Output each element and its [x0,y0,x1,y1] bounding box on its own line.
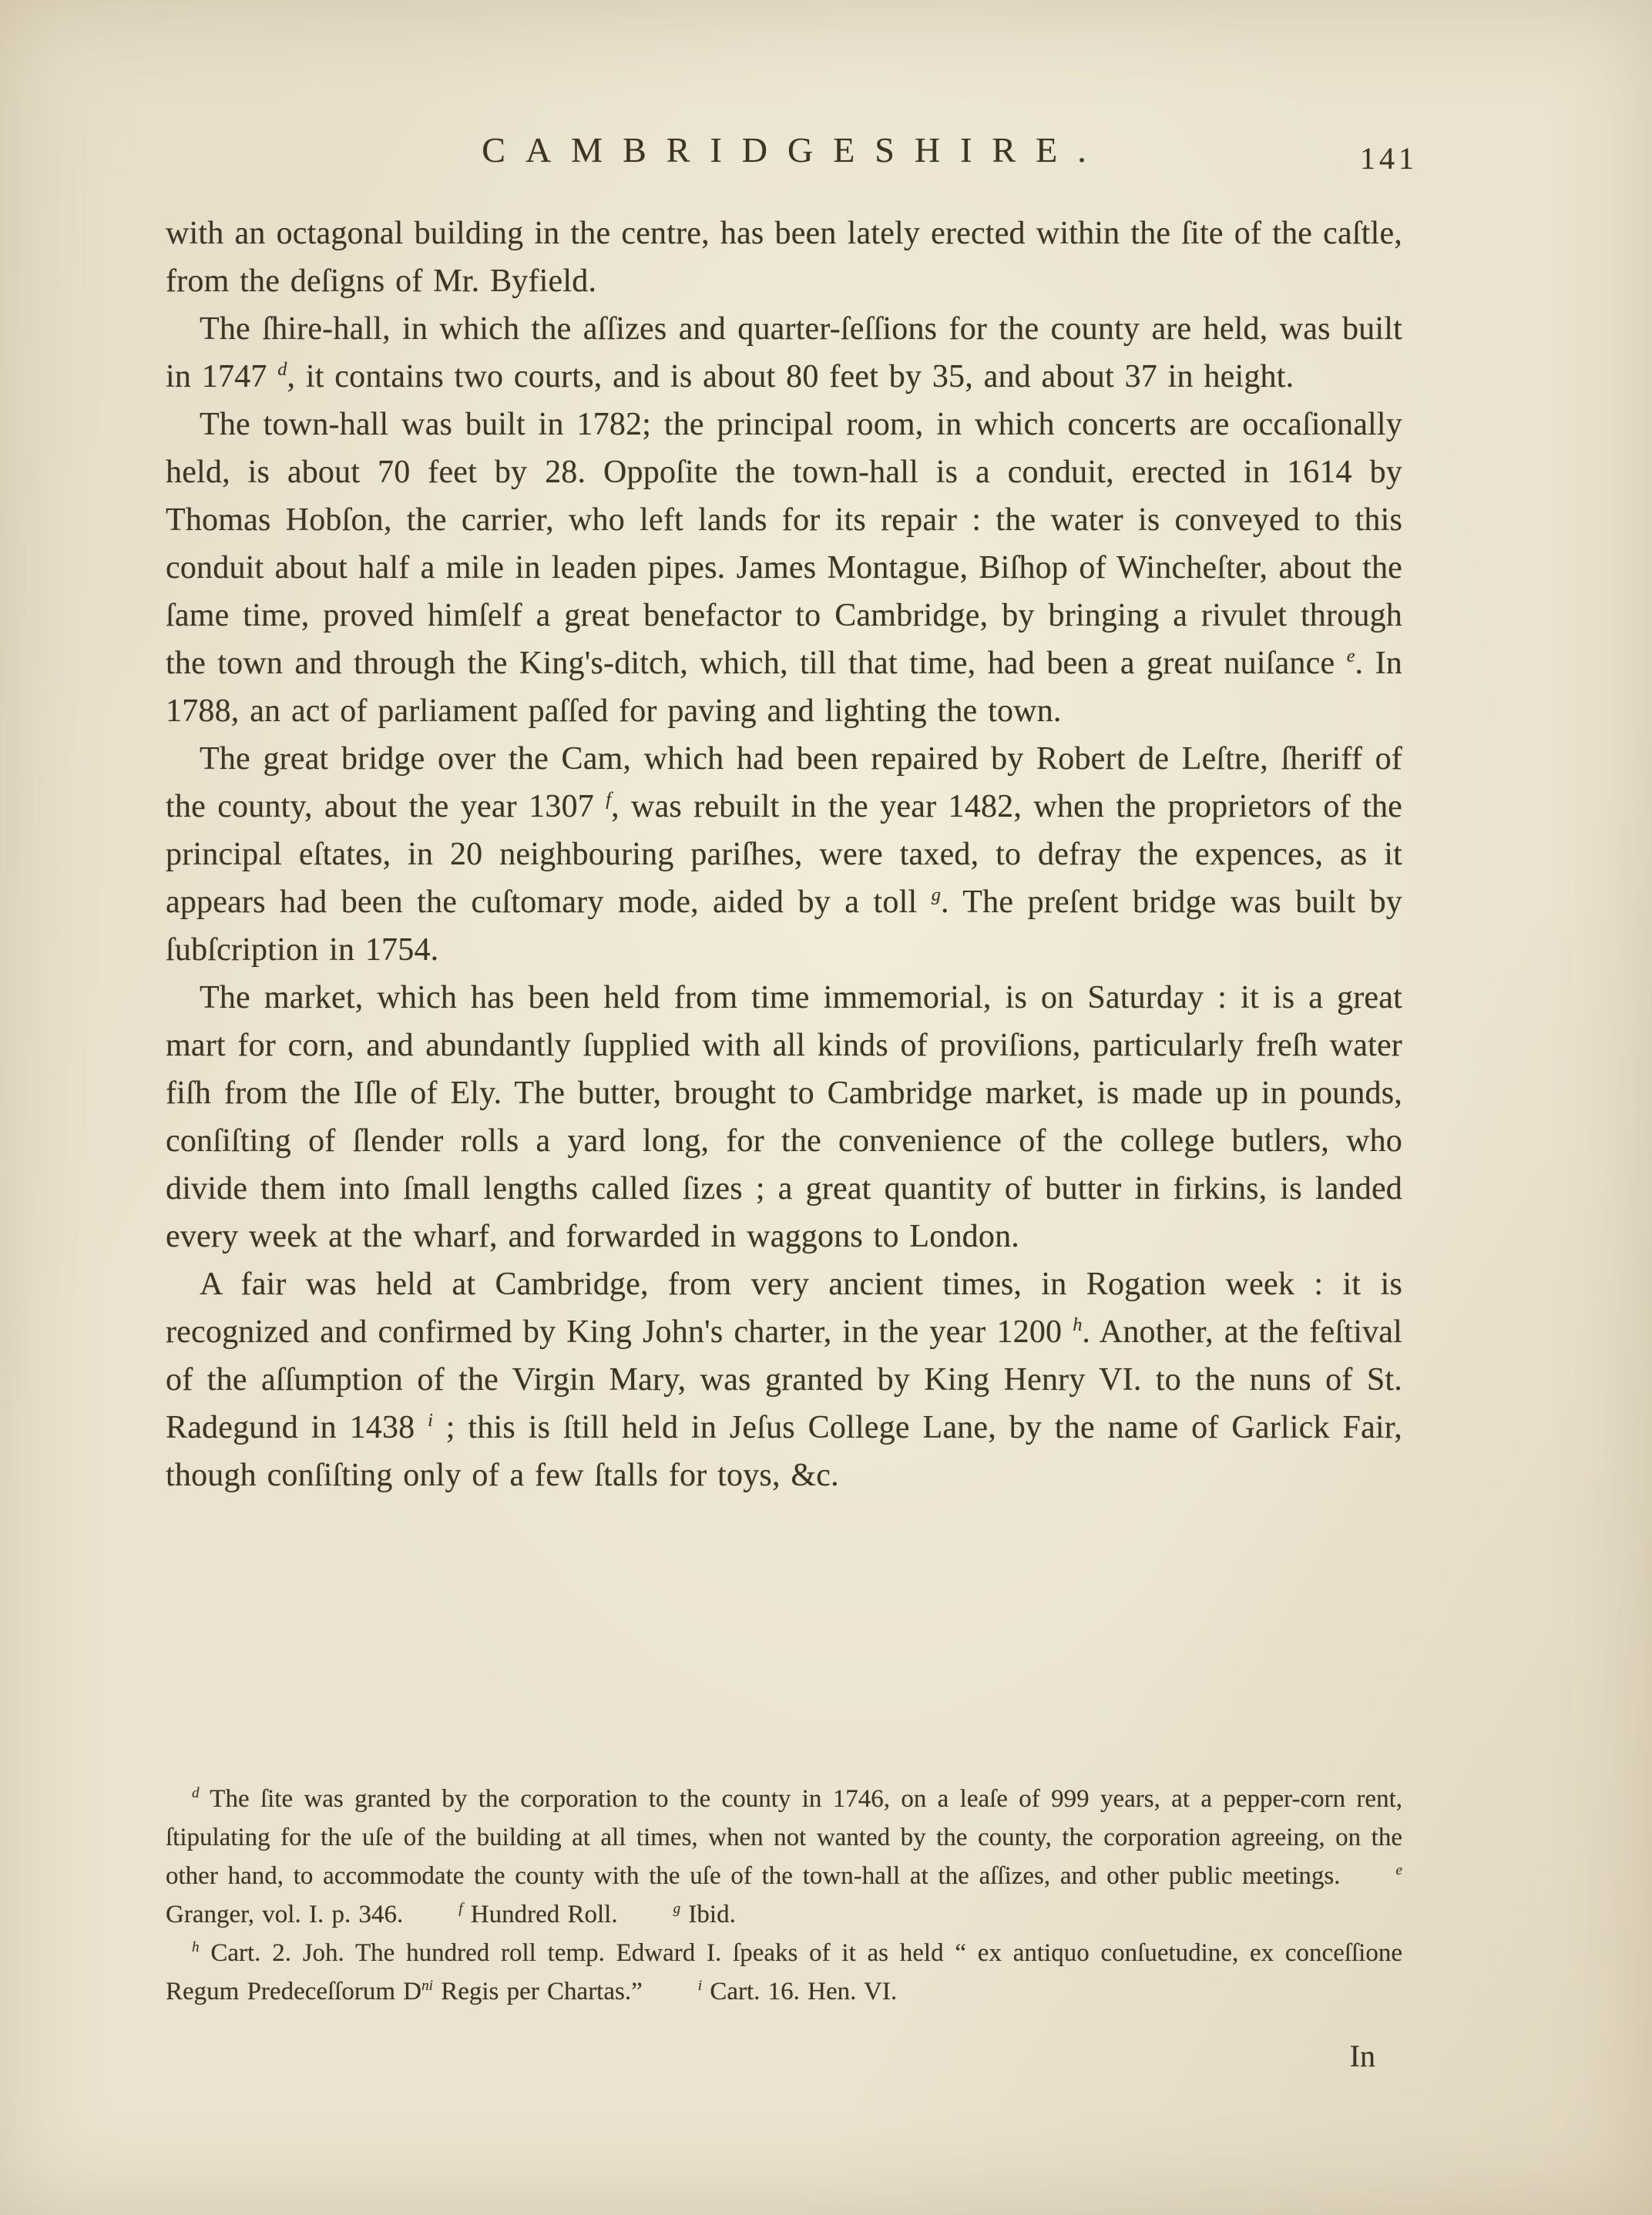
footnote-marker: ni [421,1978,433,1994]
body-paragraph [166,210,1402,305]
text-run: , it contains two courts, and is about 80 feet by 35, and about 37 in height. [287,359,1294,394]
footnote-marker: f [458,1901,463,1917]
catchword: In [1349,2039,1375,2073]
footnote-paragraph [166,1780,1402,1934]
footnotes [166,1780,1402,2011]
body-text [166,210,1402,1499]
page-header [166,129,1418,191]
footnote-marker: g [931,884,941,905]
text-run: Cart. 16. Hen. VI. [702,1978,898,2005]
text-run: . The preſent bridge was built by ſubſcription in 1754. [166,884,1403,968]
footnote-marker: d [192,1785,200,1801]
text-run: A fair was held at Cambridge, from very ancient times, in Rogation week : it is recognized and confirmed by King John's charter, in the year 1200 [166,1267,1402,1350]
text-run: ; this is ſtill held in Jeſus College Lane, by the name of Garlick Fair, though conſiſting only of a few ſtalls for toys, &c. [166,1410,1402,1493]
footnote-marker: g [673,1901,681,1917]
text-run: Granger, vol. I. p. 346. [166,1901,404,1928]
text-run: Cart. 2. Joh. The hundred roll temp. Edward I. ſpeaks of it as held “ ex antiquo conſuetudine, ex conceſſione Regum Predeceſſorum D [166,1939,1402,2005]
text-run: . Another, at the feſtival of the aſſumption of the Virgin Mary, was granted by King Henry VI. to the nuns of St. Radegund in 1438 [166,1314,1402,1445]
body-paragraph [166,1260,1402,1499]
text-run: The ſhire-hall, in which the aſſizes and quarter-ſeſſions for the county are held, was built in 1747 [166,311,1402,394]
text-run: Regis per Chartas.” [432,1978,643,2005]
footnote-marker: i [428,1410,433,1431]
footnote-marker: i [697,1978,703,1994]
text-run: The town-hall was built in 1782; the principal room, in which concerts are occaſionally held, is about 70 feet by 28. Oppoſite the town-hall is a conduit, erected in 1614 by Thomas Hobſon, the carrier, who left lands for its repair : the water is conveyed to this conduit about half a mile in leaden pipes. James Montague, Biſhop of Wincheſter, about the ſame time, proved himſelf a great benefactor to Cambridge, by bringing a rivulet through the town and through the King's-ditch, which, till that time, had been a great nuiſance [166,407,1402,681]
body-paragraph [166,305,1402,401]
footnote-marker: d [277,359,287,380]
text-run: Hundred Roll. [462,1901,618,1928]
text-run: The ſite was granted by the corporation to the county in 1746, on a leaſe of 999 years, at a pepper-corn rent, ſtipulating for the uſe of the building at all times, when not wanted by the county, the corporation agreeing, on the other hand, to accommodate the county with the uſe of the town-hall at the aſſizes, and other public meetings. [166,1785,1402,1890]
page-title: CAMBRIDGESHIRE. [482,130,1106,169]
footnote-marker: f [606,789,612,810]
footnote-marker: h [192,1939,200,1955]
footnote-paragraph [166,1934,1402,2011]
footnote-marker: e [1346,646,1355,666]
page-number: 141 [1360,141,1418,176]
body-paragraph [166,735,1402,974]
text-run: The great bridge over the Cam, which had been repaired by Robert de Leſtre, ſheriff of the county, about the year 1307 [166,741,1402,824]
text-run: The market, which has been held from time immemorial, is on Saturday : it is a great mart for corn, and abundantly ſupplied with all kinds of proviſions, particularly freſh water fiſh from the Iſle of Ely. The butter, brought to Cambridge market, is made up in pounds, conſiſting of ſlender rolls a yard long, for the convenience of the college butlers, who divide them into ſmall lengths called ſizes ; a great quantity of butter in firkins, is landed every week at the wharf, and forwarded in waggons to London. [166,980,1402,1254]
text-run: Ibid. [680,1901,736,1928]
text-run: with an octagonal building in the centre, has been lately erected within the ſite of the caſtle, from the deſigns of Mr. Byfield. [166,216,1402,299]
footnote-marker: e [1395,1862,1402,1878]
body-paragraph [166,401,1402,735]
footnote-marker: h [1073,1314,1083,1335]
body-paragraph [166,974,1402,1260]
text-run: . In 1788, an act of parliament paſſed for paving and lighting the town. [166,646,1402,729]
text-run: , was rebuilt in the year 1482, when the proprietors of the principal eſtates, in 20 neighbouring pariſhes, were taxed, to defray the expences, as it appears had been the cuſtomary mode, aided by a toll [166,789,1402,920]
